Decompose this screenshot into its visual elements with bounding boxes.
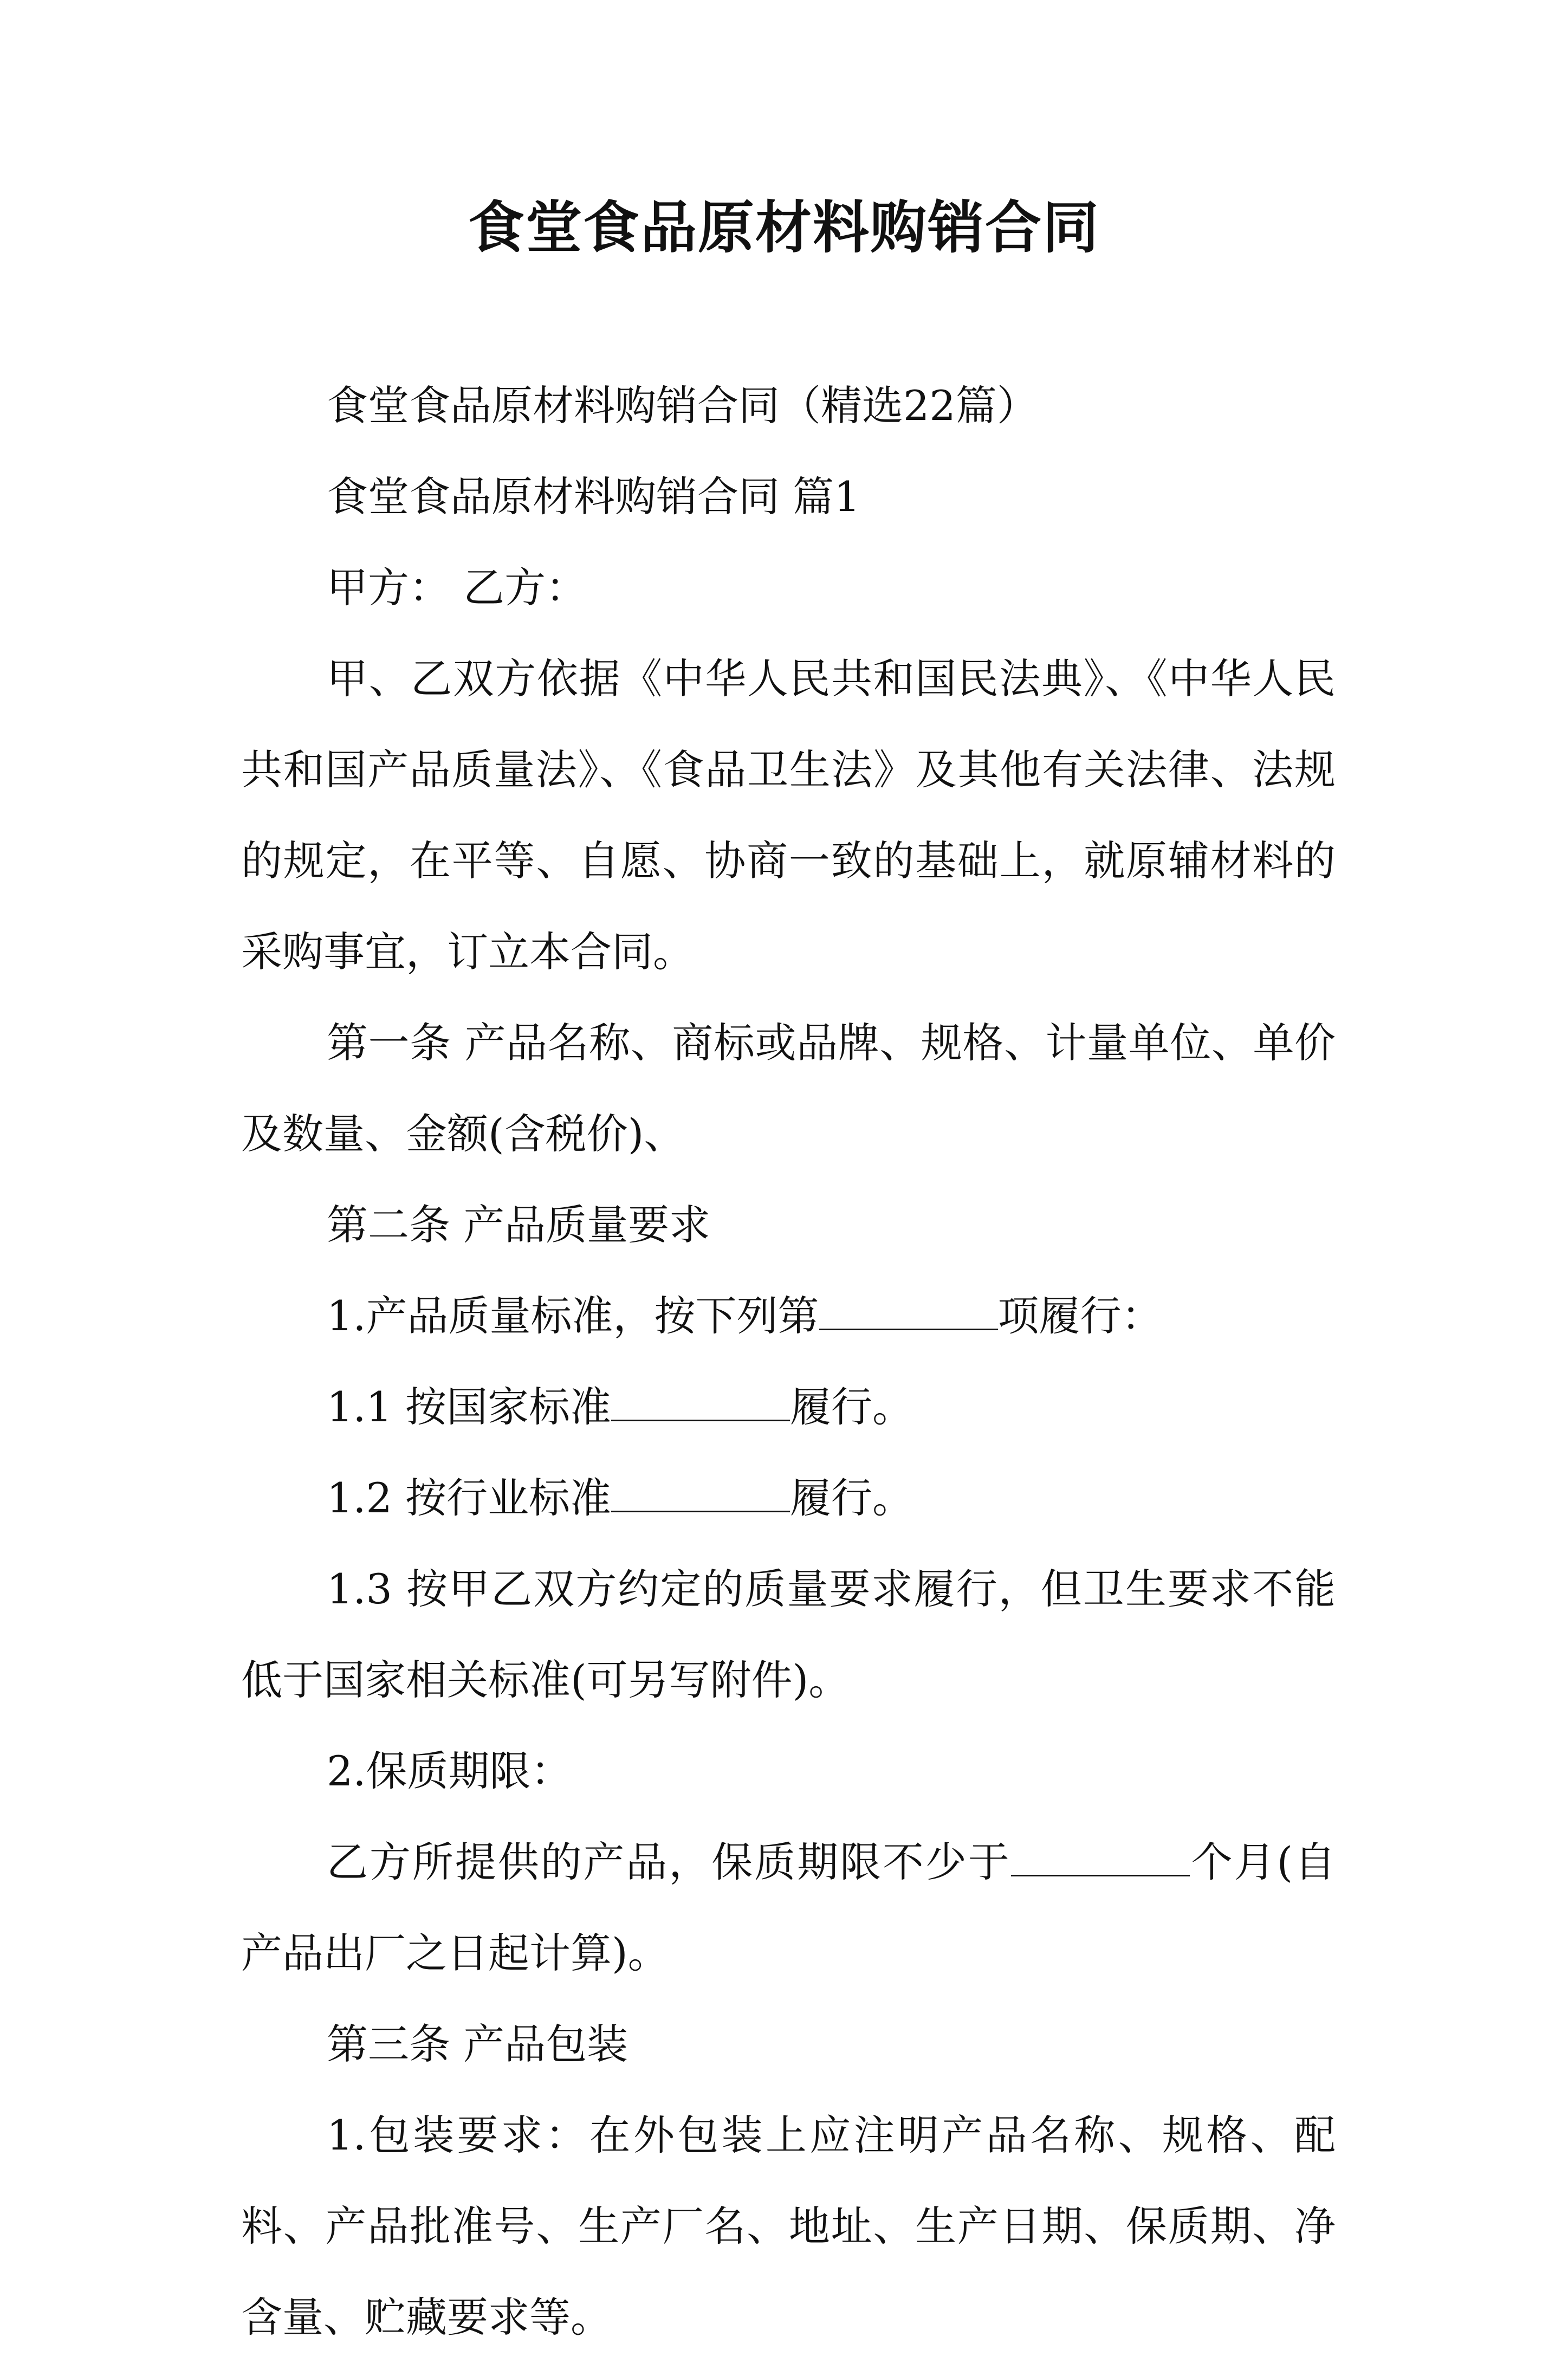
- clause-1-text-before: 1.产品质量标准，按下列第: [327, 1292, 819, 1340]
- paragraph-article-1: 第一条 产品名称、商标或品牌、规格、计量单位、单价及数量、金额(含税价)、: [241, 1019, 1336, 1158]
- clause-2-text-after: 个月(自产品出厂之日起计算)。: [241, 1838, 1336, 1977]
- blank-line: [1011, 1840, 1190, 1876]
- clause-1-2-text-after: 履行。: [790, 1474, 914, 1522]
- clause-2-text: [241, 1817, 1336, 1999]
- clause-1-text-after: 项履行：: [997, 1292, 1163, 1340]
- blank-line: [611, 1476, 790, 1512]
- document-title: 食堂食品原材料购销合同: [468, 194, 1100, 261]
- clause-1-1-text-after: 履行。: [790, 1383, 914, 1431]
- article-3-title: 第三条 产品包装: [327, 2020, 629, 2068]
- clause-1: [241, 1271, 1336, 1362]
- paragraph-subtitle: 食堂食品原材料购销合同（精选22篇）: [327, 381, 1038, 430]
- clause-1-1-text-before: 1.1 按国家标准: [327, 1383, 612, 1431]
- paragraph-article-2: 第二条 产品质量要求: [327, 1201, 711, 1249]
- clause-1-2-text-before: 1.2 按行业标准: [327, 1474, 612, 1522]
- paragraph-parties: 甲方： 乙方：: [327, 564, 587, 612]
- clause-2-title: 2.保质期限：: [327, 1747, 572, 1795]
- clause-2-text-before: 乙方所提供的产品，保质期限不少于: [327, 1838, 1011, 1886]
- document-body: [241, 360, 1336, 2363]
- clause-1-2: [241, 1453, 1336, 1544]
- clause-1-1: [241, 1362, 1336, 1453]
- paragraph-preamble: 甲、乙双方依据《中华人民共和国民法典》、《中华人民共和国产品质量法》、《食品卫生法》及其他有关法律、法规的规定，在平等、自愿、协商一致的基础上，就原辅材料的采购事宜，订立本合同。: [241, 655, 1336, 976]
- packaging-requirements: 1.包装要求：在外包装上应注明产品名称、规格、配料、产品批准号、生产厂名、地址、生产日期、保质期、净含量、贮藏要求等。: [241, 2111, 1336, 2341]
- clause-1-3: 1.3 按甲乙双方约定的质量要求履行，但卫生要求不能低于国家相关标准(可另写附件)。: [241, 1565, 1336, 1704]
- paragraph-section-heading: 食堂食品原材料购销合同 篇1: [327, 472, 860, 521]
- blank-line: [819, 1294, 998, 1330]
- blank-line: [611, 1385, 790, 1421]
